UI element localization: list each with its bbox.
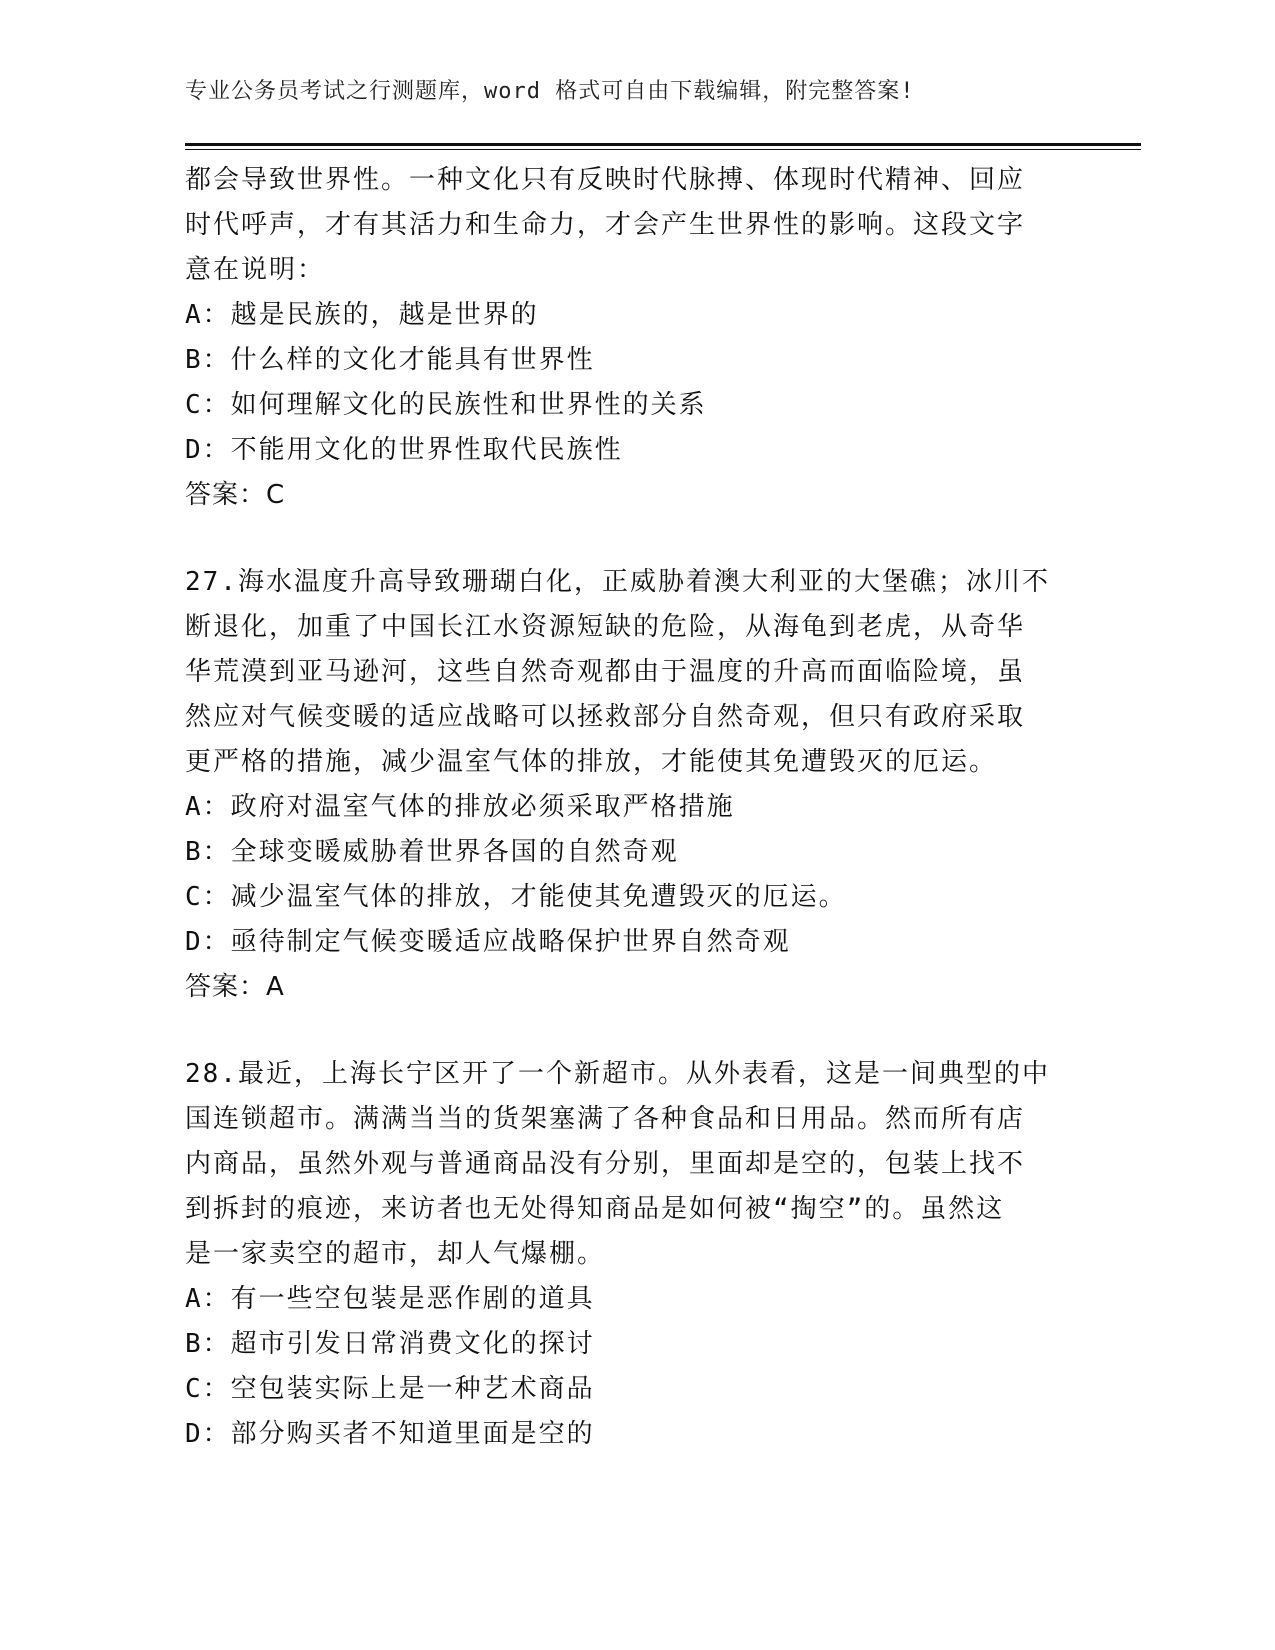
- question-stem-line: 意在说明：: [185, 255, 326, 285]
- header-rule-thick: [185, 143, 1141, 146]
- option-b: B：超市引发日常消费文化的探讨: [185, 1329, 595, 1359]
- option-c: C：空包装实际上是一种艺术商品: [185, 1374, 595, 1404]
- question-27: [185, 560, 1085, 1010]
- option-d: D：不能用文化的世界性取代民族性: [185, 435, 623, 465]
- question-stem-line: 都会导致世界性。一种文化只有反映时代脉搏、体现时代精神、回应: [185, 165, 1026, 195]
- question-stem-line: 华荒漠到亚马逊河，这些自然奇观都由于温度的升高而面临险境，虽: [185, 657, 1026, 687]
- spacer: [185, 518, 1085, 560]
- option-a: A：越是民族的，越是世界的: [185, 300, 539, 330]
- question-stem-line: 更严格的措施，减少温室气体的排放，才能使其免遭毁灭的厄运。: [185, 747, 998, 777]
- page-header: 专业公务员考试之行测题库，word 格式可自由下载编辑，附完整答案!: [185, 79, 915, 104]
- question-26: [185, 158, 1085, 518]
- option-c: C：减少温室气体的排放，才能使其免遭毁灭的厄运。: [185, 882, 847, 912]
- option-b: B：什么样的文化才能具有世界性: [185, 345, 595, 375]
- spacer: [185, 1010, 1085, 1052]
- question-stem-line: 时代呼声，才有其活力和生命力，才会产生世界性的影响。这段文字: [185, 210, 1026, 240]
- question-stem-line: 然应对气候变暖的适应战略可以拯救部分自然奇观，但只有政府采取: [185, 702, 1026, 732]
- question-stem-line: 内商品，虽然外观与普通商品没有分别，里面却是空的，包装上找不: [185, 1149, 1026, 1179]
- option-c: C：如何理解文化的民族性和世界性的关系: [185, 390, 707, 420]
- question-stem-line: 是一家卖空的超市，却人气爆棚。: [185, 1239, 606, 1269]
- option-d: D：亟待制定气候变暖适应战略保护世界自然奇观: [185, 927, 791, 957]
- document-body: [185, 158, 1085, 1457]
- option-a: A：政府对温室气体的排放必须采取严格措施: [185, 792, 735, 822]
- answer: 答案：A: [185, 972, 285, 1002]
- question-stem-line: 断退化，加重了中国长江水资源短缺的危险，从海龟到老虎，从奇华: [185, 612, 1026, 642]
- header-rule-thin: [185, 149, 1141, 150]
- question-stem-line: 27.海水温度升高导致珊瑚白化，正威胁着澳大利亚的大堡礁；冰川不: [185, 567, 1050, 597]
- question-stem-line: 到拆封的痕迹，来访者也无处得知商品是如何被“掏空”的。虽然这: [185, 1194, 1005, 1224]
- option-a: A：有一些空包装是恶作剧的道具: [185, 1284, 595, 1314]
- question-28: [185, 1052, 1085, 1457]
- question-stem-line: 国连锁超市。满满当当的货架塞满了各种食品和日用品。然而所有店: [185, 1104, 1026, 1134]
- option-d: D：部分购买者不知道里面是空的: [185, 1419, 595, 1449]
- answer: 答案：C: [185, 480, 286, 510]
- question-stem-line: 28.最近，上海长宁区开了一个新超市。从外表看，这是一间典型的中: [185, 1059, 1050, 1089]
- option-b: B：全球变暖威胁着世界各国的自然奇观: [185, 837, 679, 867]
